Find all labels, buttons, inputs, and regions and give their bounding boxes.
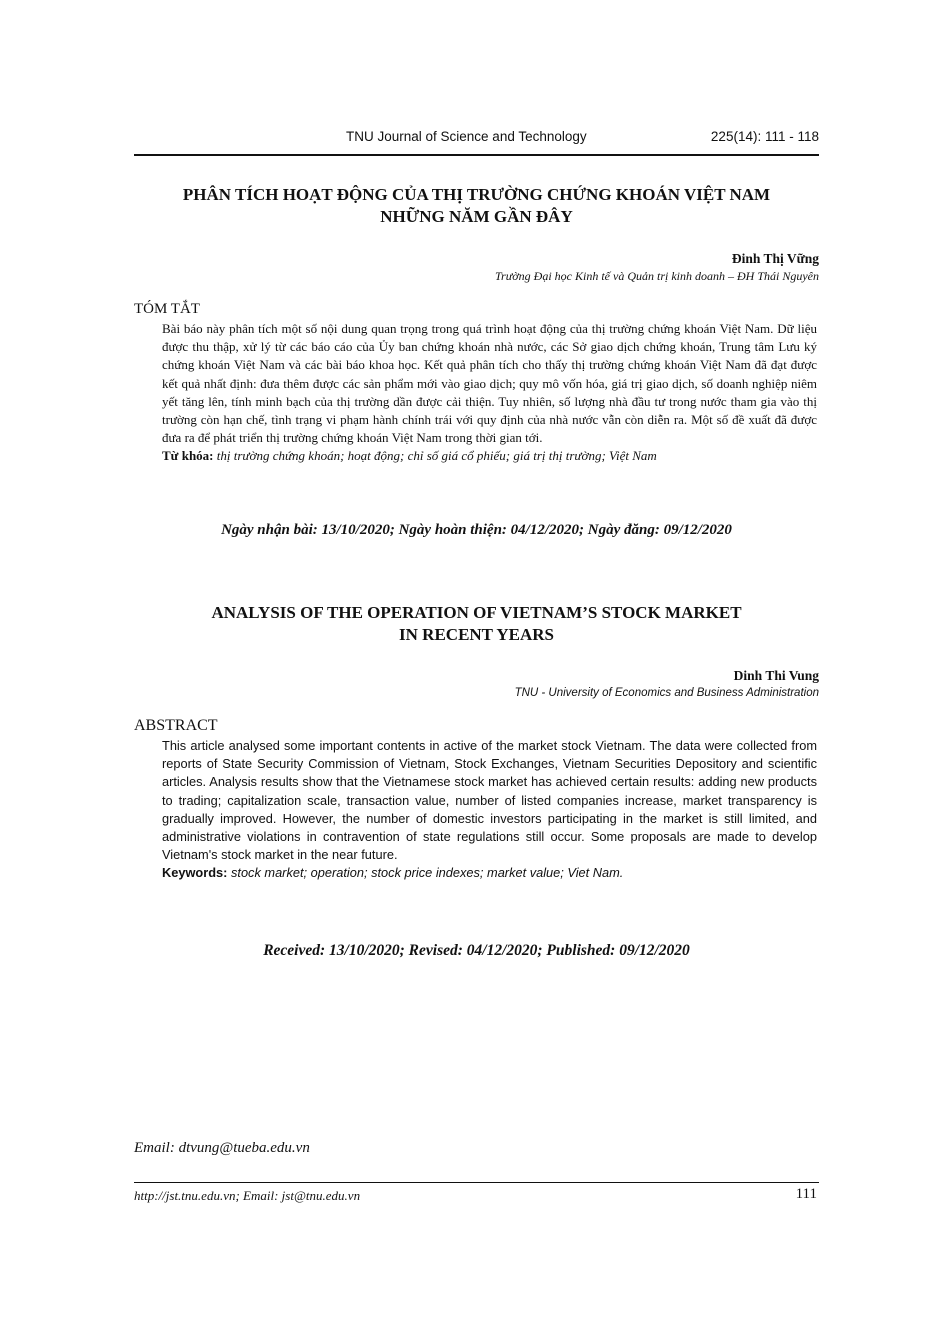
vi-section-label: TÓM TẮT bbox=[134, 301, 200, 317]
en-abstract-text: This article analysed some important contents in active of the market stock Vietnam. The data were collected from reports of State Security Commission of Vietnam, Stock Exchanges, Vietnam Securities Depository and scientific articles. Analysis results show that the Vietnamese stock market has achieved certain results: adding new products to trading; capitalization scale, transaction value, number of listed companies increase, market transparency is gradually improved. However, the number of domestic investors participating in the market is still limited, and administrative violations in contravention of state regulations still occur. Some proposals are made to develop Vietnam's stock market in the near future. bbox=[162, 738, 817, 863]
vi-dates: Ngày nhận bài: 13/10/2020; Ngày hoàn thiện: 04/12/2020; Ngày đăng: 09/12/2020 bbox=[221, 522, 732, 538]
vi-keywords bbox=[162, 447, 817, 465]
vi-title-line2: NHỮNG NĂM GẦN ĐÂY bbox=[380, 207, 573, 226]
vi-author-name: Đinh Thị Vững bbox=[731, 251, 819, 266]
vi-abstract-text: Bài báo này phân tích một số nội dung quan trọng trong quá trình hoạt động của thị trường chứng khoán Việt Nam. Dữ liệu được thu thập, xử lý từ các báo cáo của Ủy ban chứng khoán nhà nước, các Sở giao dịch chứng khoán, Trung tâm Lưu ký chứng khoán Việt Nam và các bài báo khoa học. Kết quả phân tích cho thấy thị trường chứng khoán Việt Nam đã đạt được kết quả nhất định: đưa thêm được các sản phẩm mới vào giao dịch; quy mô vốn hóa, giá trị giao dịch, số doanh nghiệp niêm yết tăng lên, tính minh bạch của thị trường dần được cải thiện. Tuy nhiên, số lượng nhà đầu tư trong nước tham gia vào thị trường còn hạn chế, tình trạng vi phạm hành chính trái với quy định của nhà nước vẫn còn diễn ra. Một số đề xuất đã được đưa ra để phát triển thị trường chứng khoán Việt Nam trong thời gian tới. bbox=[162, 321, 817, 446]
en-keywords-label: Keywords: bbox=[162, 865, 228, 881]
vi-title bbox=[134, 184, 819, 228]
en-title bbox=[134, 602, 819, 646]
vi-keywords-text: thị trường chứng khoán; hoạt động; chỉ số giá cổ phiếu; giá trị thị trường; Việt Nam bbox=[216, 448, 657, 464]
vi-keywords-label: Từ khóa: bbox=[162, 448, 214, 464]
volume-pages: 225(14): 111 - 118 bbox=[710, 129, 819, 144]
en-title-line2: IN RECENT YEARS bbox=[399, 625, 554, 644]
journal-name: TNU Journal of Science and Technology bbox=[346, 129, 587, 144]
vi-abstract bbox=[162, 320, 817, 466]
author-email: Email: dtvung@tueba.edu.vn bbox=[134, 1140, 310, 1156]
vi-title-line1: PHÂN TÍCH HOẠT ĐỘNG CỦA THỊ TRƯỜNG CHỨNG KHOÁN VIỆT NAM bbox=[182, 185, 771, 204]
vi-author-block bbox=[495, 250, 819, 284]
en-abstract bbox=[162, 737, 817, 883]
page-number: 111 bbox=[795, 1186, 817, 1202]
en-dates: Received: 13/10/2020; Revised: 04/12/2020; Published: 09/12/2020 bbox=[263, 942, 690, 959]
en-author-block bbox=[515, 667, 819, 701]
header-rule bbox=[134, 154, 819, 156]
en-affiliation: TNU - University of Economics and Business Administration bbox=[514, 687, 819, 699]
en-author-name: Dinh Thi Vung bbox=[733, 668, 819, 683]
en-keywords bbox=[162, 864, 817, 882]
en-section-label: ABSTRACT bbox=[134, 717, 218, 734]
footer-rule bbox=[134, 1182, 819, 1183]
en-title-line1: ANALYSIS OF THE OPERATION OF VIETNAM’S STOCK MARKET bbox=[211, 603, 742, 622]
footer-links: http://jst.tnu.edu.vn; Email: jst@tnu.edu.vn bbox=[134, 1188, 361, 1203]
vi-affiliation: Trường Đại học Kinh tế và Quản trị kinh doanh – ĐH Thái Nguyên bbox=[495, 269, 819, 283]
en-keywords-text: stock market; operation; stock price indexes; market value; Viet Nam. bbox=[230, 865, 624, 881]
